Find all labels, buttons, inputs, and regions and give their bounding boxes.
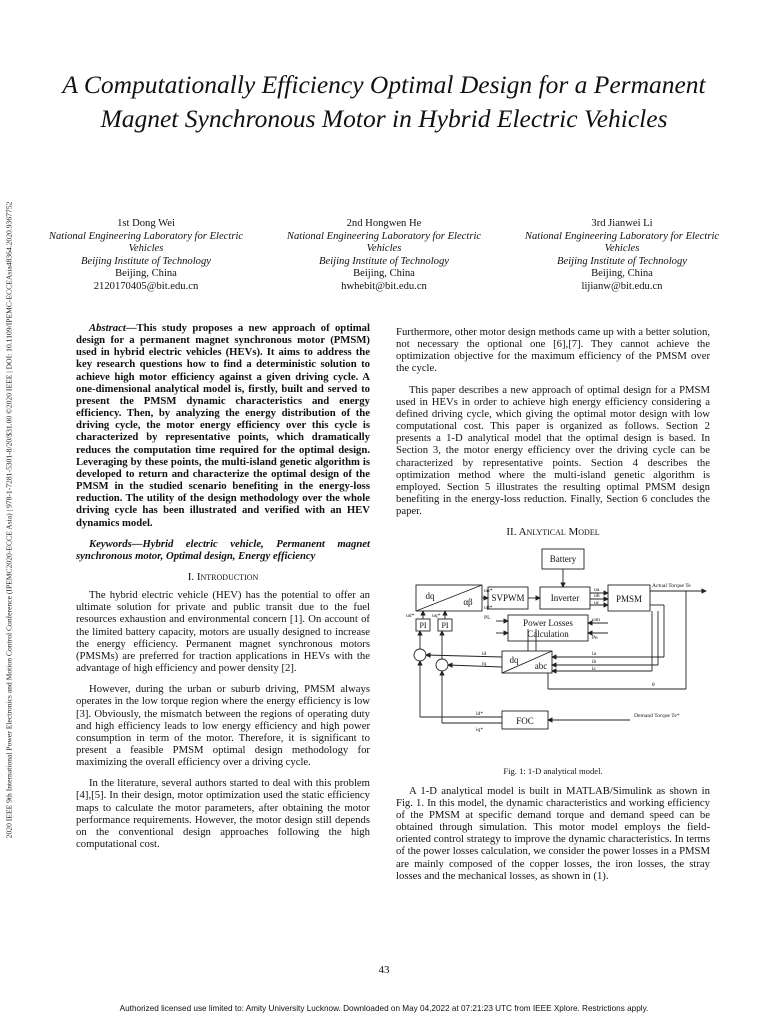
- paper-title: A Computationally Efficiency Optimal Design for a Permanent Magnet Synchronous Motor in Hybrid Electric Vehicles: [62, 70, 706, 133]
- u-beta-label: uβ*: [484, 604, 493, 611]
- author-location: Beijing, China: [591, 268, 653, 280]
- right-column: [396, 326, 710, 891]
- model-paragraph-1: A 1-D analytical model is built in MATLAB/Simulink as shown in Fig. 1. In this model, the dynamic characteristics and working efficiency of the PMSM at specific demand torque and demand speed can be obtained through simulation. This motor model employs the field-oriented control strategy to improve the dynamic characteristics. In terms of the power losses calculation, we consider the power losses in a PMSM are mainly composed of the copper losses, the iron losses, the stray losses and the mechanical losses, as shown in (1).: [396, 784, 710, 882]
- side-doi-text: 2020 IEEE 9th International Power Electronics and Motion Control Conference (IPEMC2020-ECCE Asia) | 978-1-7281-5301-8/20/$31.00 ©2020 IEEE | DOI: 10.1109/IPEMC-ECCEAsia48364.2020.9367752: [4, 201, 14, 839]
- dq-label: dq: [425, 590, 435, 601]
- keywords-lead: Keywords: [89, 537, 132, 550]
- sum-junction-2: [436, 659, 448, 671]
- pe-label: Pe: [592, 634, 598, 641]
- inverter-label: Inverter: [550, 592, 580, 603]
- demand-torque-label: Demand Torque Te*: [634, 712, 680, 719]
- author-affiliation: National Engineering Laboratory for Electric Vehicles: [524, 230, 720, 255]
- right-paragraph-2: This paper describes a new approach of optimal design for a PMSM used in HEVs in order to achieve high energy efficiency considering a defined driving cycle, which giving the optimal motor design with low computational cost. This paper is organized as follows. Section 2 presents a 1-D analytical model that the optimal design is based. In Section 3, the motor energy efficiency over the driving cycle can be characterized by representative points. Section 4 describes the optimization method where the multi-island genetic algorithm is employed. Section 5 illustrates the resulting optimal PMSM design benefiting in the energy-loss reduction. Finally, Section 6 concludes the paper.: [396, 383, 710, 518]
- section-heading-introduction: I. Introduction: [187, 570, 259, 583]
- block-diagram: [396, 545, 710, 759]
- intro-paragraph-3: In the literature, several authors started to deal with this problem [4],[5]. In their design, motor optimization used the static efficiency maps to calculate the motor parameters, after obtaining the motor performance requirements. However, the motor design still depends on the conventional design approaches following the high computational cost.: [76, 777, 370, 851]
- losses-label-2: Calculation: [527, 628, 569, 639]
- license-footer: Authorized licensed use limited to: Amity University Lucknow. Downloaded on May 04,2022 at 07:21:23 UTC from IEEE Xplore. Restrictions apply.: [119, 1004, 649, 1013]
- abstract: [76, 322, 370, 529]
- dq2-label: dq: [509, 654, 519, 665]
- foc-label: FOC: [516, 715, 534, 726]
- abstract-lead: Abstract: [89, 322, 126, 334]
- iq-label: iq: [482, 660, 487, 667]
- side-doi-strip: [2, 100, 16, 940]
- iq-ref-label: iq*: [476, 726, 484, 733]
- right-paragraph-1: Furthermore, other motor design methods came up with a better solution, not necessary the optional one [6],[7]. They cannot achieve the optimization objective for the maximum efficiency of the PMSM over the cycle.: [396, 326, 710, 375]
- figure-caption: Fig. 1: 1-D analytical model.: [503, 765, 603, 776]
- author-institute: Beijing Institute of Technology: [319, 255, 449, 267]
- actual-torque-label: Actual Torque Te: [652, 582, 691, 589]
- u-alpha-label: uα*: [484, 587, 493, 594]
- author-name: 3rd Jianwei Li: [591, 218, 653, 229]
- author-1: [40, 218, 252, 294]
- intro-paragraph-2: However, during the urban or suburb driving, PMSM always operates in the low torque region where the energy efficiency is low [3]. Obviously, the mismatch between the regions of operating duty and high efficiency leads to low energy efficiency and high power consumption in term of the motor. Therefore, it is significant to present a feasible PMSM optimal design methodology for maximizing the overall efficiency over a driving cycle.: [76, 683, 370, 769]
- losses-label-1: Power Losses: [523, 617, 573, 628]
- author-email[interactable]: lijianw@bit.edu.cn: [581, 280, 663, 292]
- battery-label: Battery: [549, 553, 577, 564]
- author-location: Beijing, China: [353, 268, 415, 280]
- abc-label: abc: [534, 660, 548, 671]
- keywords-text: —Hybrid electric vehicle, Permanent magnet synchronous motor, Optimal design, Energy efficiency: [76, 537, 370, 562]
- ud-label: ud*: [406, 612, 415, 619]
- author-name: 1st Dong Wei: [117, 218, 175, 229]
- page-number: 43: [378, 964, 390, 976]
- author-name: 2nd Hongwen He: [346, 218, 422, 229]
- figure-1: [396, 545, 710, 759]
- author-block: [40, 218, 728, 294]
- pi-label-1: PI: [419, 620, 427, 630]
- intro-paragraph-1: The hybrid electric vehicle (HEV) has the potential to offer an ultimate solution for private and public transit due to the fuel resources exhaustion and environmental concern [1]. On account of the limited battery capacity, motors are usually designed to increase the energy efficiency. Permanent magnet synchronous motors (PMSMs) are preferred for traction applications in HEVs with the advantage of high efficiency and power density [2].: [76, 589, 370, 675]
- ub-label: ub: [594, 592, 600, 599]
- id-label: id: [482, 650, 487, 657]
- pi-label-2: PI: [441, 620, 449, 630]
- theta-label: θ: [652, 681, 655, 688]
- id-ref-label: id*: [476, 710, 484, 717]
- pl-label: PL: [484, 614, 491, 621]
- pmsm-label: PMSM: [615, 593, 643, 604]
- ab-label: αβ: [463, 596, 473, 607]
- ib-label: ib: [592, 658, 597, 665]
- abstract-text: —This study proposes a new approach of optimal design for a permanent magnet synchronous motor (PMSM) used in hybrid electric vehicles (HEVs). It aims to address the key research questions how to find a deterministic solution to achieve high motor efficiency against a given driving cycle. A one-dimensional analytical model is, firstly, built and served to present the PMSM dynamic characteristics and energy efficiency. Then, by analyzing the energy distribution of the driving cycle, the motor energy efficiency over this cycle is characterized by representative points, which dramatically reduces the computation time required for the optimal design. Leveraging by these points, the multi-island genetic algorithm is developed to return and characterize the optimal design of the PMSM in the studied scenario benefiting in the energy-loss reduction. The utility of the design methodology over the whole driving cycle has been illustrated and verified with an HEV dynamics model.: [76, 322, 370, 529]
- uc-label: uc: [594, 599, 600, 606]
- ia-label: ia: [592, 650, 597, 657]
- uq-label: uq*: [432, 612, 441, 619]
- author-affiliation: National Engineering Laboratory for Electric Vehicles: [286, 230, 482, 255]
- left-column: [76, 322, 370, 859]
- sum-junction-1: [414, 649, 426, 661]
- keywords: [76, 538, 370, 562]
- author-email[interactable]: 2120170405@bit.edu.cn: [93, 280, 199, 292]
- author-2: [278, 218, 490, 294]
- author-email[interactable]: hwhebit@bit.edu.cn: [341, 280, 427, 292]
- section-heading-model: II. Anlytical Model: [506, 526, 600, 539]
- ic-label: ic: [592, 665, 597, 672]
- svpwm-label: SVPWM: [491, 592, 525, 603]
- author-3: [516, 218, 728, 294]
- ua-label: ua: [594, 586, 600, 593]
- wm-label: ωm: [592, 616, 601, 623]
- author-location: Beijing, China: [115, 268, 177, 280]
- author-affiliation: National Engineering Laboratory for Electric Vehicles: [48, 230, 244, 255]
- author-institute: Beijing Institute of Technology: [557, 255, 687, 267]
- author-institute: Beijing Institute of Technology: [81, 255, 211, 267]
